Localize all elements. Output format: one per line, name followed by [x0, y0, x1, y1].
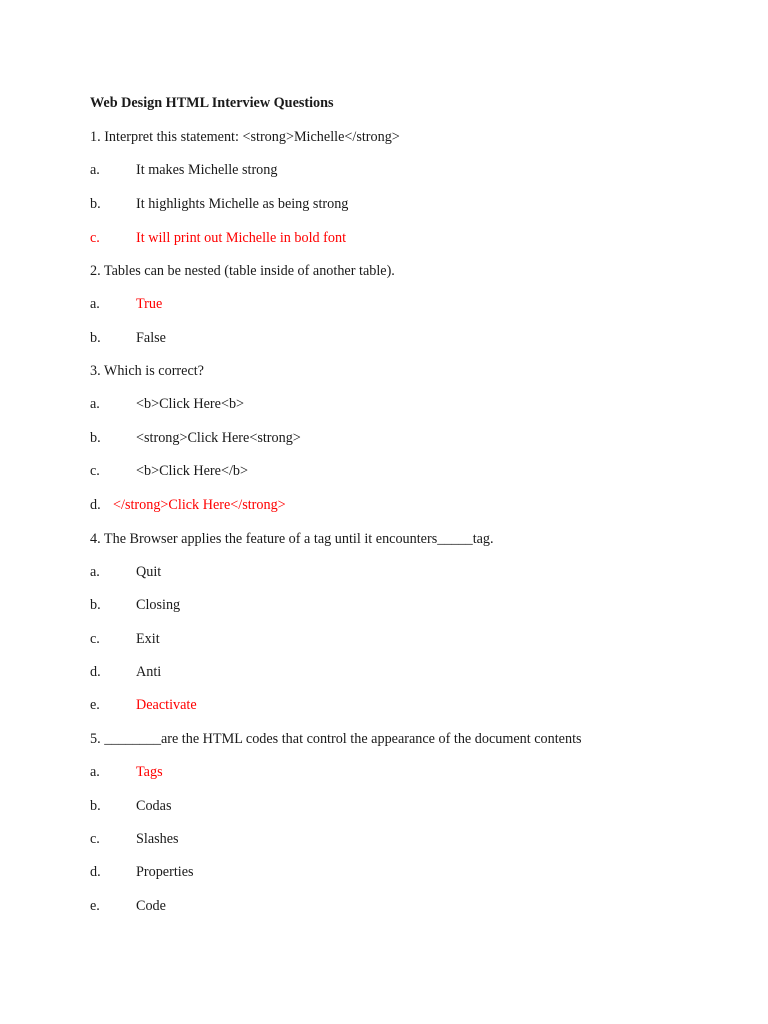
q3-option-b-letter: b. — [90, 430, 101, 446]
q1-option-b-text: It highlights Michelle as being strong — [136, 196, 349, 212]
q4-option-b-text: Closing — [136, 597, 181, 613]
q5-option-c-text: Slashes — [136, 831, 179, 847]
q3-option-b-text: <strong>Click Here<strong> — [136, 430, 301, 446]
q2-option-b-letter: b. — [90, 330, 101, 346]
question-1-text: 1. Interpret this statement: <strong>Michelle</strong> — [90, 129, 400, 145]
q4-option-c-text: Exit — [136, 631, 160, 647]
q3-option-a-letter: a. — [90, 396, 100, 412]
q4-option-e-letter: e. — [90, 697, 100, 713]
q2-option-a-text-answer: True — [136, 296, 163, 312]
question-3-text: 3. Which is correct? — [90, 363, 204, 379]
question-4-text: 4. The Browser applies the feature of a tag until it encounters_____tag. — [90, 531, 494, 547]
document-title: Web Design HTML Interview Questions — [90, 95, 334, 111]
q4-option-e-text-answer: Deactivate — [136, 697, 197, 713]
q4-option-c-letter: c. — [90, 631, 100, 647]
q5-option-a-letter: a. — [90, 764, 100, 780]
q1-option-a-text: It makes Michelle strong — [136, 162, 278, 178]
question-2-text: 2. Tables can be nested (table inside of another table). — [90, 263, 395, 279]
q1-option-b-letter: b. — [90, 196, 101, 212]
q5-option-a-text-answer: Tags — [136, 764, 163, 780]
q2-option-a-letter: a. — [90, 296, 100, 312]
question-5-text: 5. ________are the HTML codes that control the appearance of the document contents — [90, 731, 582, 747]
q5-option-b-text: Codas — [136, 798, 172, 814]
q5-option-d-letter: d. — [90, 864, 101, 880]
q1-option-c-letter: c. — [90, 230, 100, 246]
q5-option-c-letter: c. — [90, 831, 100, 847]
q4-option-d-text: Anti — [136, 664, 162, 680]
q3-option-c-text: <b>Click Here</b> — [136, 463, 248, 479]
q2-option-b-text: False — [136, 330, 166, 346]
q3-option-d-letter: d. — [90, 497, 101, 513]
q4-option-b-letter: b. — [90, 597, 101, 613]
q1-option-c-text-answer: It will print out Michelle in bold font — [136, 230, 347, 246]
q4-option-a-letter: a. — [90, 564, 100, 580]
q3-option-c-letter: c. — [90, 463, 100, 479]
q3-option-a-text: <b>Click Here<b> — [136, 396, 245, 412]
q5-option-e-letter: e. — [90, 898, 100, 914]
q5-option-d-text: Properties — [136, 864, 194, 880]
q5-option-e-text: Code — [136, 898, 166, 914]
q4-option-a-text: Quit — [136, 564, 162, 580]
q4-option-d-letter: d. — [90, 664, 101, 680]
q3-option-d-text-answer: </strong>Click Here</strong> — [113, 497, 286, 513]
q5-option-b-letter: b. — [90, 798, 101, 814]
q1-option-a-letter: a. — [90, 162, 100, 178]
